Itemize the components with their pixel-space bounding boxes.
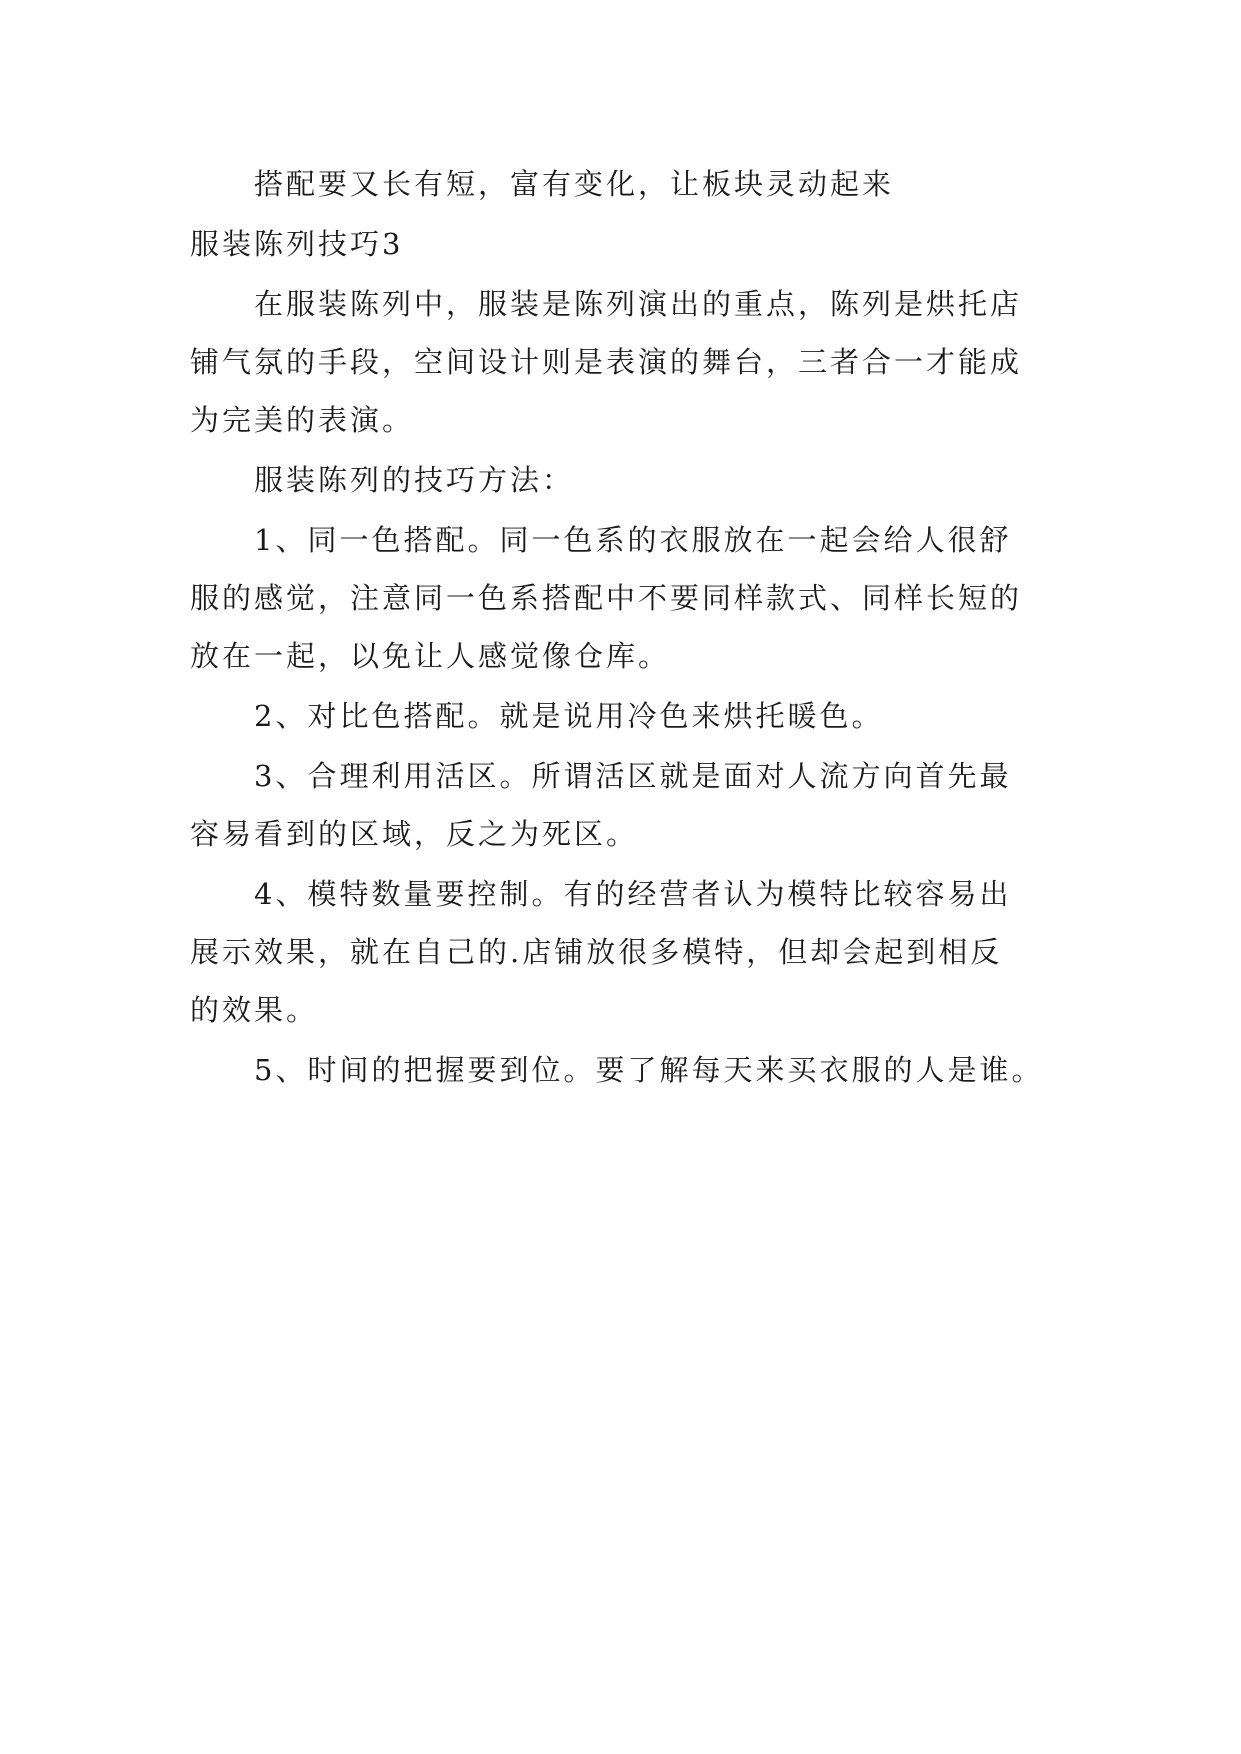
paragraph-line: 搭配要又长有短，富有变化，让板块灵动起来 xyxy=(254,167,895,201)
list-item-line: 4、模特数量要控制。有的经营者认为模特比较容易出 xyxy=(254,877,1012,911)
section-heading: 服装陈列技巧3 xyxy=(190,227,404,261)
list-item-line: 放在一起，以免让人感觉像仓库。 xyxy=(190,639,671,673)
paragraph-line: 服装陈列的技巧方法： xyxy=(254,463,575,497)
paragraph-line: 铺气氛的手段，空间设计则是表演的舞台，三者合一才能成 xyxy=(190,345,1023,379)
list-item-line: 的效果。 xyxy=(190,993,319,1027)
list-item-line: 5、时间的把握要到位。要了解每天来买衣服的人是谁。 xyxy=(254,1053,1044,1087)
list-item-line: 1、同一色搭配。同一色系的衣服放在一起会给人很舒 xyxy=(254,523,1012,557)
list-item-line: 容易看到的区域，反之为死区。 xyxy=(190,817,639,851)
paragraph-line: 在服装陈列中，服装是陈列演出的重点，陈列是烘托店 xyxy=(254,287,1023,321)
list-item-line: 展示效果，就在自己的.店铺放很多模特，但却会起到相反 xyxy=(190,935,1003,969)
list-item-line: 2、对比色搭配。就是说用冷色来烘托暖色。 xyxy=(254,699,884,733)
paragraph-line: 为完美的表演。 xyxy=(190,403,415,437)
list-item-line: 服的感觉，注意同一色系搭配中不要同样款式、同样长短的 xyxy=(190,581,1023,615)
list-item-line: 3、合理利用活区。所谓活区就是面对人流方向首先最 xyxy=(254,759,1012,793)
